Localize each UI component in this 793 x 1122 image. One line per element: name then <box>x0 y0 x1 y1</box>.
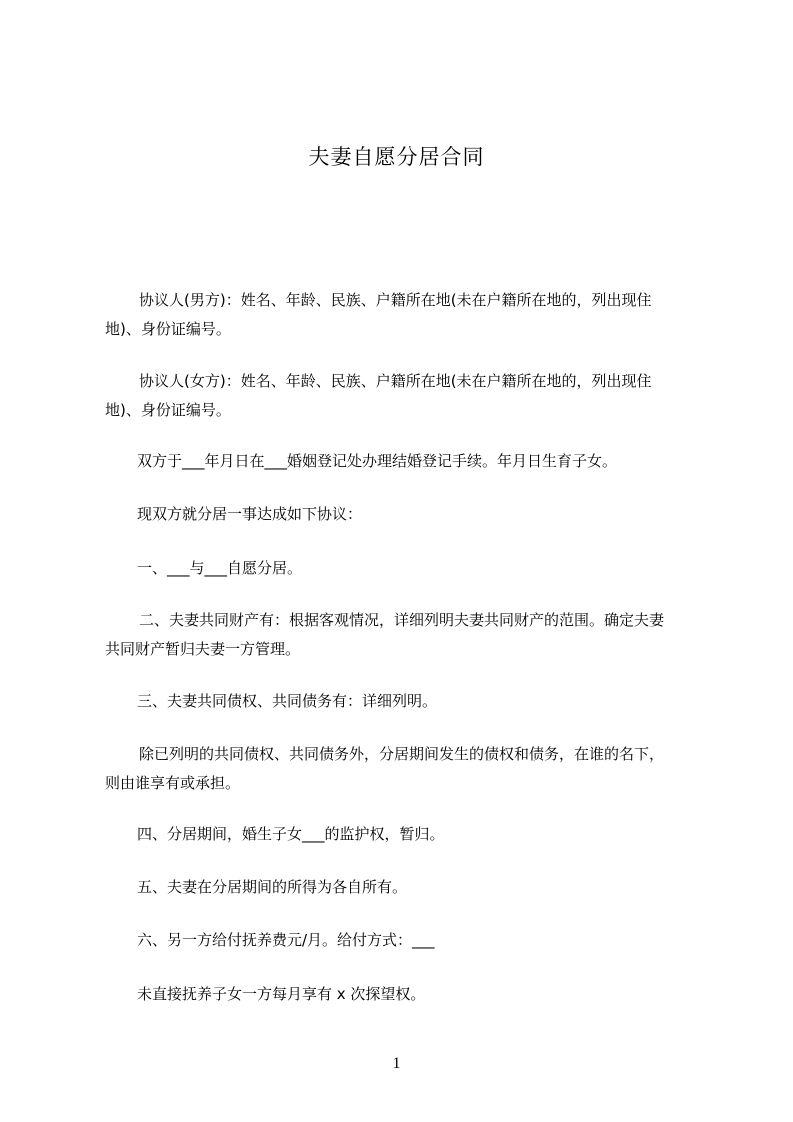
paragraph-line: 协议人(男方)：姓名、年龄、民族、户籍所在地(未在户籍所在地的，列出现住 <box>139 291 652 309</box>
paragraph-line: 现双方就分居一事达成如下协议： <box>137 505 363 523</box>
paragraph-line: 五、夫妻在分居期间的所得为各自所有。 <box>137 878 408 896</box>
paragraph-line: 则由谁享有或承担。 <box>105 774 241 792</box>
paragraph-husband-party <box>105 286 705 344</box>
paragraph-line: 共同财产暂归夫妻一方管理。 <box>105 640 301 658</box>
paragraph-line: 四、分居期间，婚生子女___的监护权，暂归。 <box>137 825 445 843</box>
paragraph-agreement-intro <box>105 500 705 529</box>
paragraph-line: 地)、身份证编号。 <box>105 401 231 419</box>
paragraph-line: 协议人(女方)：姓名、年龄、民族、户籍所在地(未在户籍所在地的，列出现住 <box>139 372 652 390</box>
paragraph-line: 三、夫妻共同债权、共同债务有：详细列明。 <box>137 692 438 710</box>
paragraph-line: 地)、身份证编号。 <box>105 320 231 338</box>
paragraph-marriage-registration <box>105 447 705 476</box>
paragraph-line: 一、___与___自愿分居。 <box>137 559 303 577</box>
clause-3-note <box>105 740 705 798</box>
page-number: 1 <box>392 1055 401 1072</box>
clause-5 <box>105 873 705 902</box>
paragraph-line: 未直接抚养子女一方每月享有 x 次探望权。 <box>137 985 426 1003</box>
clause-2 <box>105 606 705 664</box>
clause-6-visitation <box>105 980 705 1009</box>
clause-1 <box>105 554 705 583</box>
paragraph-wife-party <box>105 367 705 425</box>
paragraph-line: 六、另一方给付抚养费元/月。给付方式：___ <box>137 931 435 949</box>
paragraph-line: 二、夫妻共同财产有：根据客观情况，详细列明夫妻共同财产的范围。确定夫妻 <box>139 611 665 629</box>
document-title: 夫妻自愿分居合同 <box>308 145 485 169</box>
clause-6 <box>105 926 705 955</box>
paragraph-line: 双方于___年月日在___婚姻登记处办理结婚登记手续。年月日生育子女。 <box>137 452 618 470</box>
clause-3 <box>105 687 705 716</box>
paragraph-line: 除已列明的共同债权、共同债务外，分居期间发生的债权和债务，在谁的名下， <box>139 745 665 763</box>
clause-4 <box>105 820 705 849</box>
